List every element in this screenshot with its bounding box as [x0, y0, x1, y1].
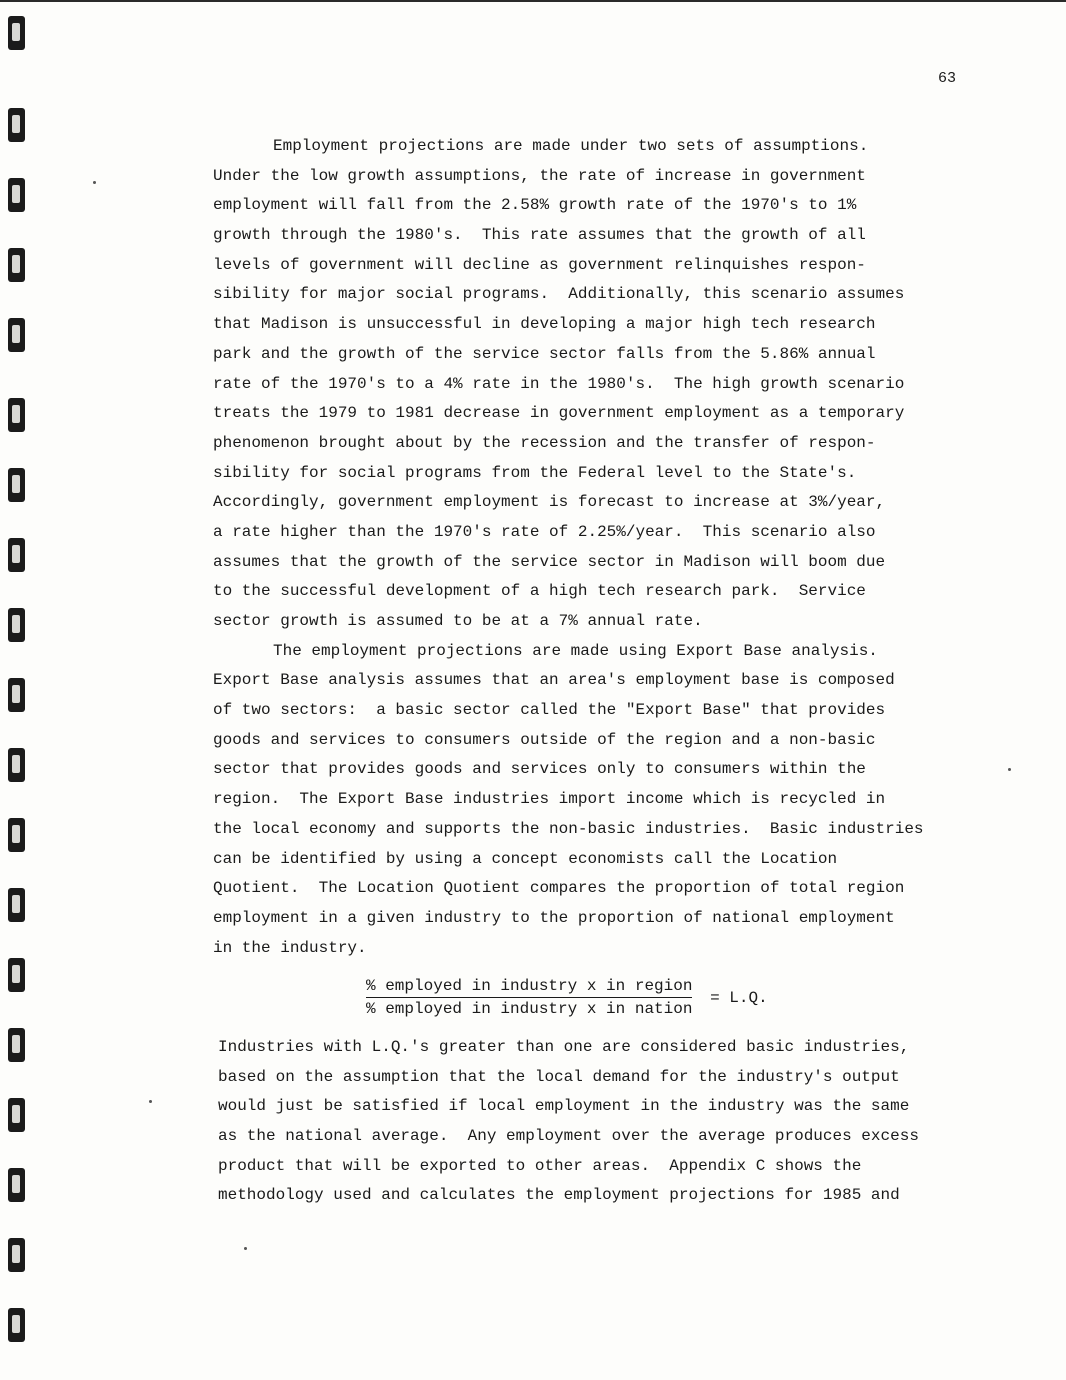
text-line: can be identified by using a concept economists call the Location — [213, 849, 838, 868]
scan-speck — [1008, 768, 1011, 771]
text-line: phenomenon brought about by the recession and the transfer of respon- — [213, 433, 876, 452]
text-line: The employment projections are made using Export Base analysis. — [273, 641, 878, 660]
text-line: Employment projections are made under two sets of assumptions. — [273, 137, 869, 155]
binder-hole — [8, 608, 25, 642]
text-line: in the industry. — [213, 938, 367, 957]
text-line: to the successful development of a high tech research park. Service — [213, 582, 866, 601]
text-line: sibility for major social programs. Additionally, this scenario assumes — [213, 285, 905, 304]
scan-top-edge — [0, 0, 1066, 2]
binder-hole — [8, 178, 25, 212]
formula-numerator: % employed in industry x in region — [366, 977, 692, 998]
text-line: Quotient. The Location Quotient compares the proportion of total region — [213, 879, 905, 898]
text-line: employment will fall from the 2.58% growth rate of the 1970's to 1% — [213, 196, 857, 215]
text-line: levels of government will decline as government relinquishes respon- — [213, 255, 866, 274]
binder-hole — [8, 248, 25, 282]
body-text-top — [213, 132, 973, 963]
text-line: methodology used and calculates the employment projections for 1985 and — [218, 1186, 900, 1205]
text-line: the local economy and supports the non-basic industries. Basic industries — [213, 819, 924, 838]
page-number: 63 — [938, 70, 957, 87]
binder-hole — [8, 1168, 25, 1202]
location-quotient-formula — [366, 977, 768, 1018]
text-line: park and the growth of the service sector falls from the 5.86% annual — [213, 344, 876, 363]
binder-hole — [8, 1238, 25, 1272]
binder-hole — [8, 468, 25, 502]
binder-hole — [8, 16, 25, 50]
text-line: product that will be exported to other areas. Appendix C shows the — [218, 1156, 862, 1175]
scan-speck — [149, 1100, 152, 1103]
binder-hole — [8, 398, 25, 432]
binder-hole — [8, 538, 25, 572]
text-line: as the national average. Any employment over the average produces excess — [218, 1127, 919, 1146]
binder-hole — [8, 318, 25, 352]
body-text-bottom — [218, 1033, 978, 1211]
formula-result: = L.Q. — [710, 988, 768, 1007]
scan-speck — [93, 181, 96, 184]
binder-hole — [8, 1308, 25, 1342]
binder-hole — [8, 748, 25, 782]
binder-hole — [8, 108, 25, 142]
binder-hole — [8, 1098, 25, 1132]
text-line: a rate higher than the 1970's rate of 2.25%/year. This scenario also — [213, 522, 876, 541]
scan-speck — [244, 1247, 247, 1250]
text-line: rate of the 1970's to a 4% rate in the 1980's. The high growth scenario — [213, 374, 905, 393]
text-line: Industries with L.Q.'s greater than one are considered basic industries, — [218, 1038, 910, 1056]
text-line: growth through the 1980's. This rate assumes that the growth of all — [213, 226, 866, 245]
binder-strip — [0, 0, 40, 1380]
binder-hole — [8, 818, 25, 852]
text-line: treats the 1979 to 1981 decrease in government employment as a temporary — [213, 404, 905, 423]
text-line: would just be satisfied if local employment in the industry was the same — [218, 1097, 910, 1116]
text-line: region. The Export Base industries import income which is recycled in — [213, 790, 886, 809]
text-line: of two sectors: a basic sector called the "Export Base" that provides — [213, 701, 886, 720]
text-line: assumes that the growth of the service sector in Madison will boom due — [213, 552, 886, 571]
text-line: sibility for social programs from the Federal level to the State's. — [213, 463, 857, 482]
text-line: based on the assumption that the local demand for the industry's output — [218, 1067, 900, 1086]
text-line: sector that provides goods and services only to consumers within the — [213, 760, 866, 779]
text-line: goods and services to consumers outside of the region and a non-basic — [213, 730, 876, 749]
binder-hole — [8, 1028, 25, 1062]
formula-denominator: % employed in industry x in nation — [366, 1000, 693, 1018]
text-line: Under the low growth assumptions, the rate of increase in government — [213, 166, 866, 185]
text-line: Export Base analysis assumes that an area's employment base is composed — [213, 671, 895, 690]
text-line: employment in a given industry to the proportion of national employment — [213, 908, 895, 927]
text-line: Accordingly, government employment is forecast to increase at 3%/year, — [213, 493, 886, 512]
binder-hole — [8, 958, 25, 992]
text-line: sector growth is assumed to be at a 7% annual rate. — [213, 612, 703, 630]
formula-fraction — [366, 977, 692, 1018]
text-line: that Madison is unsuccessful in developing a major high tech research — [213, 315, 876, 334]
binder-hole — [8, 678, 25, 712]
binder-hole — [8, 888, 25, 922]
